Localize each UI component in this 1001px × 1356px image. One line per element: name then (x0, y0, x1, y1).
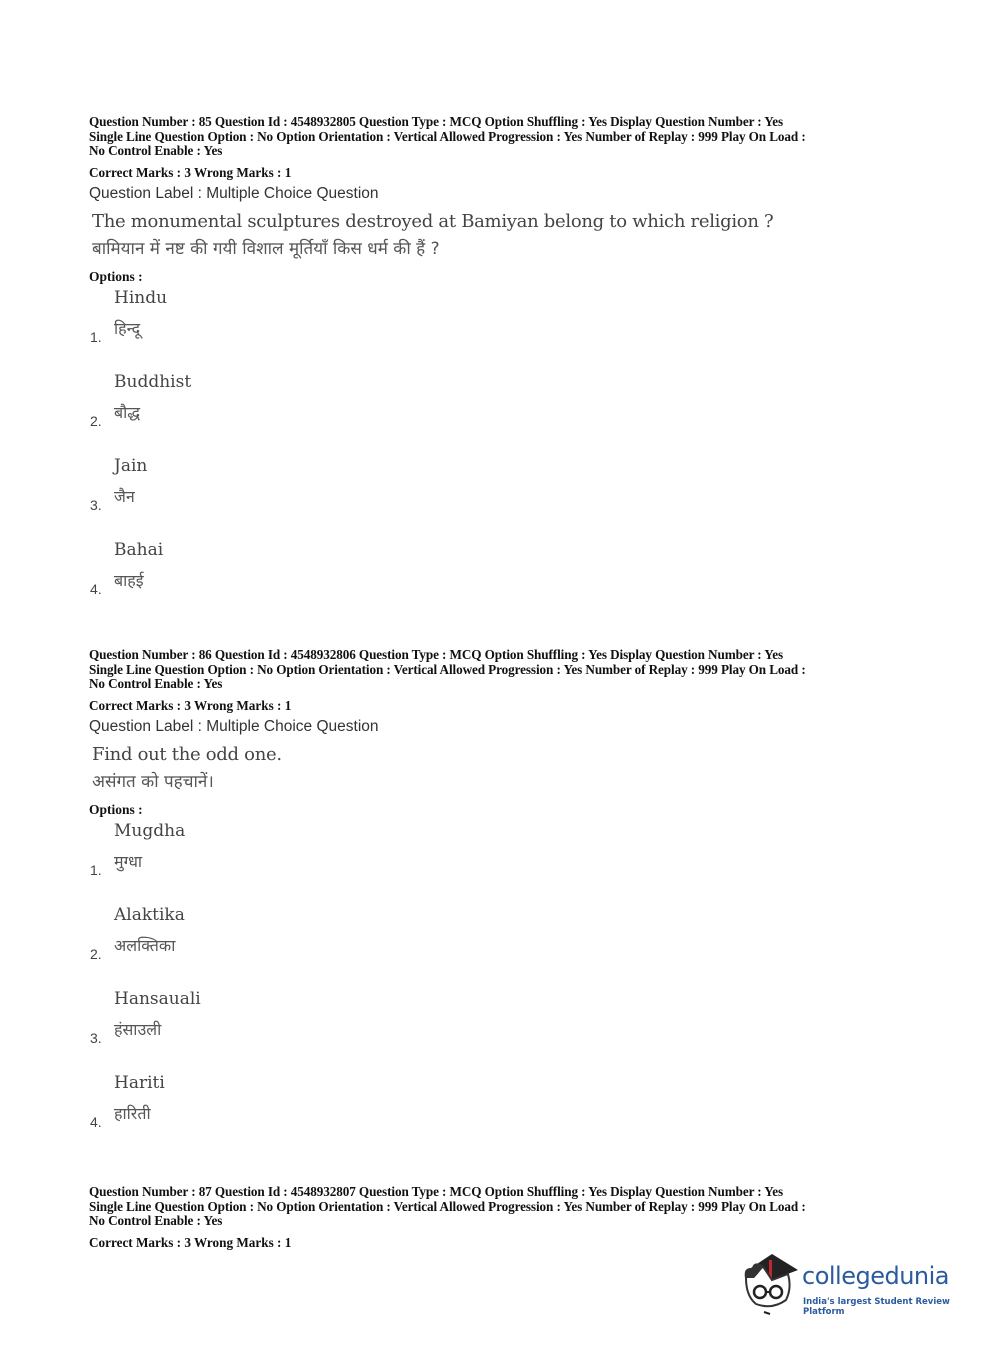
option-item (89, 285, 919, 369)
marks-info: Correct Marks : 3 Wrong Marks : 1 (89, 1234, 292, 1250)
option-item (89, 453, 919, 537)
metadata-line: No Control Enable : Yes (89, 676, 223, 691)
metadata-line: Question Number : 86 Question Id : 4548932806 Question Type : MCQ Option Shuffling : Yes Display Question Number : Yes (89, 647, 784, 662)
mascot-icon (742, 1248, 802, 1318)
option-item (89, 902, 919, 986)
metadata-line: Question Number : 85 Question Id : 4548932805 Question Type : MCQ Option Shuffling : Yes Display Question Number : Yes (89, 114, 784, 129)
question-text-english: Find out the odd one. (92, 743, 282, 765)
question-block (89, 115, 919, 621)
option-text-hindi: हिन्दू (114, 318, 141, 338)
metadata-line: No Control Enable : Yes (89, 1213, 223, 1228)
option-text-hindi: हंसाउली (114, 1019, 162, 1039)
question-metadata (89, 115, 919, 159)
option-text-english: Alaktika (114, 904, 185, 925)
option-text-hindi: हारिती (114, 1103, 151, 1123)
marks-info: Correct Marks : 3 Wrong Marks : 1 (89, 697, 292, 713)
metadata-line: Question Number : 87 Question Id : 4548932807 Question Type : MCQ Option Shuffling : Yes Display Question Number : Yes (89, 1184, 784, 1199)
option-number: 4. (90, 1113, 102, 1130)
option-item (89, 818, 919, 902)
options-list (89, 818, 919, 1154)
option-number: 1. (90, 328, 102, 345)
option-item (89, 986, 919, 1070)
option-item (89, 537, 919, 621)
option-number: 3. (90, 1029, 102, 1046)
question-metadata (89, 1185, 919, 1229)
option-text-hindi: अलक्तिका (114, 935, 176, 955)
option-text-hindi: मुग्धा (114, 851, 143, 871)
option-text-english: Jain (114, 455, 148, 476)
question-text-english: The monumental sculptures destroyed at Bamiyan belong to which religion ? (92, 210, 774, 232)
question-block (89, 1185, 919, 1251)
question-text-hindi: बामियान में नष्ट की गयी विशाल मूर्तियाँ किस धर्म की हैं ? (92, 238, 440, 259)
option-number: 2. (90, 945, 102, 962)
option-text-english: Hansauali (114, 988, 201, 1009)
options-label: Options : (89, 801, 143, 817)
option-text-english: Buddhist (114, 371, 192, 392)
question-label: Question Label : Multiple Choice Question (89, 184, 379, 202)
logo-tagline: India's largest Student Review Platform (803, 1297, 950, 1317)
question-block (89, 648, 919, 1154)
option-number: 4. (90, 580, 102, 597)
metadata-line: Single Line Question Option : No Option Orientation : Vertical Allowed Progression : Yes Number of Replay : 999 Play On Load : (89, 1198, 806, 1214)
option-text-english: Bahai (114, 539, 164, 560)
option-number: 3. (90, 496, 102, 513)
options-list (89, 285, 919, 621)
option-text-english: Mugdha (114, 820, 186, 841)
question-text-hindi: असंगत को पहचानें। (92, 771, 214, 792)
option-text-hindi: जैन (114, 486, 135, 506)
marks-info: Correct Marks : 3 Wrong Marks : 1 (89, 164, 292, 180)
option-text-english: Hindu (114, 287, 168, 308)
question-label: Question Label : Multiple Choice Question (89, 717, 379, 735)
option-text-english: Hariti (114, 1072, 165, 1093)
option-text-hindi: बाहई (114, 570, 144, 590)
metadata-line: Single Line Question Option : No Option Orientation : Vertical Allowed Progression : Yes Number of Replay : 999 Play On Load : (89, 661, 806, 677)
option-number: 1. (90, 861, 102, 878)
option-number: 2. (90, 412, 102, 429)
option-text-hindi: बौद्ध (114, 402, 141, 422)
metadata-line: Single Line Question Option : No Option Orientation : Vertical Allowed Progression : Yes Number of Replay : 999 Play On Load : (89, 128, 806, 144)
options-label: Options : (89, 268, 143, 284)
option-item (89, 1070, 919, 1154)
question-metadata (89, 648, 919, 692)
option-item (89, 369, 919, 453)
metadata-line: No Control Enable : Yes (89, 143, 223, 158)
logo-wordmark: collegedunia (802, 1262, 950, 1290)
collegedunia-logo (742, 1248, 972, 1318)
